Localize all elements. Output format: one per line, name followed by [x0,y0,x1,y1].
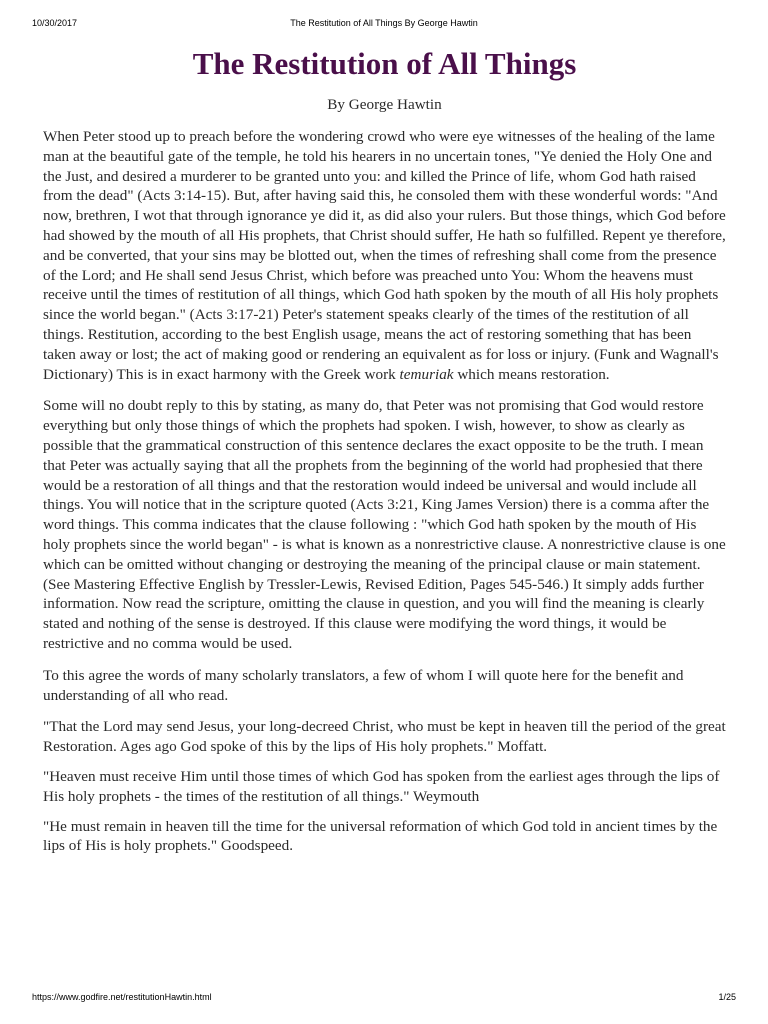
paragraph-1-text-a: When Peter stood up to preach before the wondering crowd who were eye witnesses of the healing of the lame man at the beautiful gate of the temple, he told his hearers in no uncertain tones, "Ye denied the Holy One and the Just, and desired a murderer to be granted unto you: and killed the Prince of life, whom God hath raised from the dead" (Acts 3:14-15). But, after having said this, he consoled them with these wonderful words: "And now, brethren, I wot that through ignorance ye did it, as did also your rulers. But those things, which God before had showed by the mouth of all His prophets, that Christ should suffer, He hath so fulfilled. Repent ye therefore, and be converted, that your sins may be blotted out, when the times of refreshing shall come from the presence of the Lord; and He shall send Jesus Christ, which before was preached unto You: Whom the heavens must receive until the times of restitution of all things, which God hath spoken by the mouth of all His holy prophets since the world began." (Acts 3:17-21) Peter's statement speaks clearly of the times of the restitution of all things. Restitution, according to the best English usage, means the act of restoring something that has been taken away or lost; the act of making good or rendering an equivalent as for loss or injury. (Funk and Wagnall's Dictionary) This is in exact harmony with the Greek work [43,128,726,383]
page-title: The Restitution of All Things [192,46,577,81]
paragraph-1 [43,127,726,384]
article [43,42,726,866]
quote-moffatt: "That the Lord may send Jesus, your long-decreed Christ, who must be kept in heaven till the period of the great Restoration. Ages ago God spoke of this by the lips of His holy prophets." Moffatt. [43,718,726,756]
page-number: 1/25 [718,992,736,1002]
print-header-title: The Restitution of All Things By George Hawtin [290,18,478,28]
print-header [32,18,736,30]
print-date: 10/30/2017 [32,18,78,28]
print-footer [32,992,736,1004]
quote-weymouth: "Heaven must receive Him until those times of which God has spoken from the earliest ages through the lips of His holy prophets - the times of the restitution of all things." Weymouth [43,767,720,805]
paragraph-1-italic-word: temuriak [399,365,454,383]
author-byline: By George Hawtin [327,96,442,113]
paragraph-2: Some will no doubt reply to this by stating, as many do, that Peter was not promising that God would restore everything but only those things of which the prophets had spoken. I wish, however, to show as clearly as possible that the grammatical construction of this sentence declares the exact opposite to be the truth. I mean that Peter was actually saying that all the prophets from the beginning of the world had prophesied that there would be a restoration of all things and that the restoration would indeed be universal and would include all things. You will notice that in the scripture quoted (Acts 3:21, King James Version) there is a comma after the word things. This comma indicates that the clause following : "which God hath spoken by the mouth of His holy prophets since the world began" - is what is known as a nonrestrictive clause. A nonrestrictive clause is one which can be omitted without changing or destroying the meaning of the principal clause or main statement. (See Mastering Effective English by Tressler-Lewis, Revised Edition, Pages 545-546.) It simply adds further information. Now read the scripture, omitting the clause in question, and you will find the meaning is clearly stated and nothing of the sense is destroyed. If this clause were modifying the word things, it would be restrictive and no comma would be used. [43,397,726,652]
paragraph-1-text-b: which means restoration. [453,365,610,383]
paragraph-3: To this agree the words of many scholarly translators, a few of whom I will quote here for the benefit and understanding of all who read. [43,666,684,704]
quote-goodspeed: "He must remain in heaven till the time for the universal reformation of which God told in ancient times by the lips of His is holy prophets." Goodspeed. [43,817,718,855]
source-url: https://www.godfire.net/restitutionHawtin.html [32,992,212,1002]
